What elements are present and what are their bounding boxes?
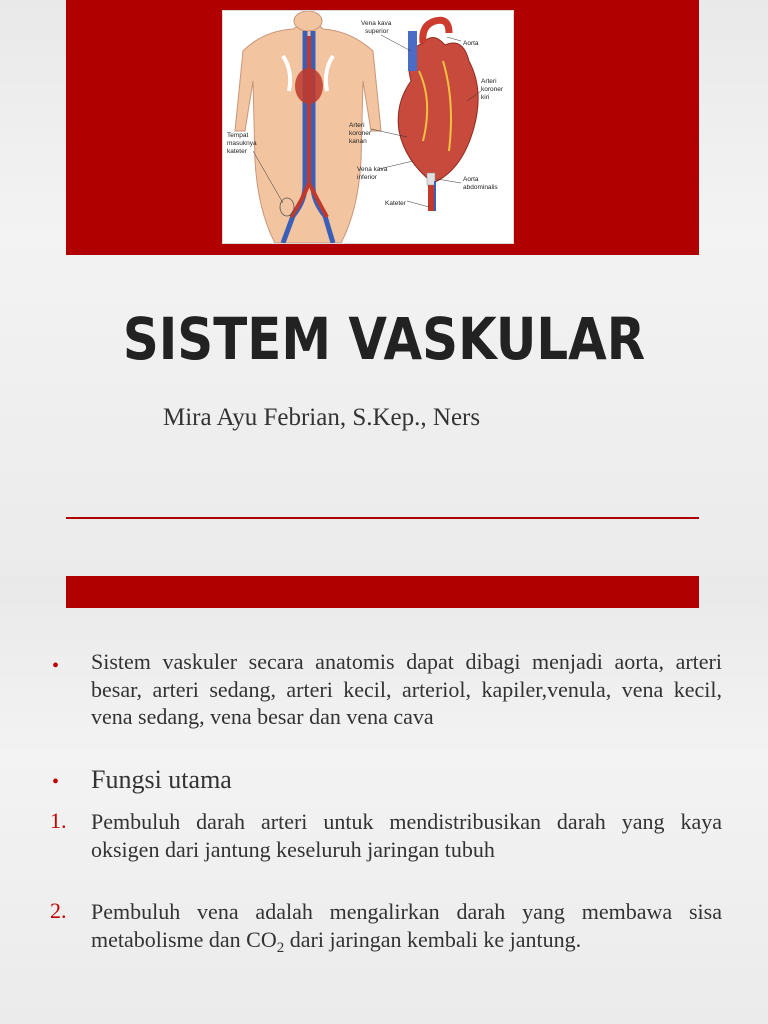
section-heading: Fungsi utama <box>91 765 232 794</box>
red-header-band <box>66 576 699 608</box>
label-vena-kava-inferior-2: inferior <box>357 174 377 181</box>
label-aorta-abdominalis-1: Aorta <box>463 176 479 183</box>
list-item-text-end: dari jaringan kembali ke jantung. <box>284 926 582 952</box>
list-item <box>91 898 722 962</box>
vascular-anatomy-drawing <box>223 11 513 243</box>
label-arteri-koroner-kiri-1: Arteri <box>481 78 497 85</box>
label-tempat-masuk-3: kateter <box>227 148 247 155</box>
label-arteri-koroner-kiri-3: kiri <box>481 94 490 101</box>
label-arteri-koroner-kanan-3: kanan <box>349 138 367 145</box>
intro-paragraph: Sistem vaskuler secara anatomis dapat dibagi menjadi aorta, arteri besar, arteri sedang, arteri kecil, arteriol, kapiler,venula, vena kecil, vena sedang, vena besar dan vena cava <box>91 649 722 729</box>
content-slide <box>0 576 768 1024</box>
label-arteri-koroner-kiri-2: koroner <box>481 86 504 93</box>
label-vena-kava-superior-1: Vena kava <box>361 20 392 27</box>
label-arteri-koroner-kanan-1: Arteri <box>349 122 365 129</box>
divider-line <box>66 517 699 519</box>
list-number: 2. <box>50 898 67 923</box>
label-tempat-masuk-2: masuknya <box>227 140 257 147</box>
label-vena-kava-inferior-1: Vena kava <box>357 166 388 173</box>
anatomy-illustration <box>222 10 514 244</box>
author-name: Mira Ayu Febrian, S.Kep., Ners <box>163 404 481 431</box>
label-tempat-masuk-1: Tempat <box>227 132 249 139</box>
bullet-marker: • <box>52 655 60 677</box>
label-aorta: Aorta <box>463 40 479 47</box>
label-arteri-koroner-kanan-2: koroner <box>349 130 372 137</box>
label-aorta-abdominalis-2: abdominalis <box>463 184 498 191</box>
list-item: Pembuluh darah arteri untuk mendistribusikan darah yang kaya oksigen dari jantung keseluruh jaringan tubuh <box>91 809 722 862</box>
list-number: 1. <box>50 808 67 833</box>
subscript-two: 2 <box>276 939 285 956</box>
list-item-text: Pembuluh vena adalah mengalirkan darah yang membawa sisa metabolisme dan CO <box>91 899 722 952</box>
slide-title: SISTEM VASKULAR <box>122 305 646 373</box>
label-vena-kava-superior-2: superior <box>365 28 389 35</box>
bullet-marker: • <box>52 771 60 793</box>
label-kateter: Kateter <box>385 200 406 207</box>
